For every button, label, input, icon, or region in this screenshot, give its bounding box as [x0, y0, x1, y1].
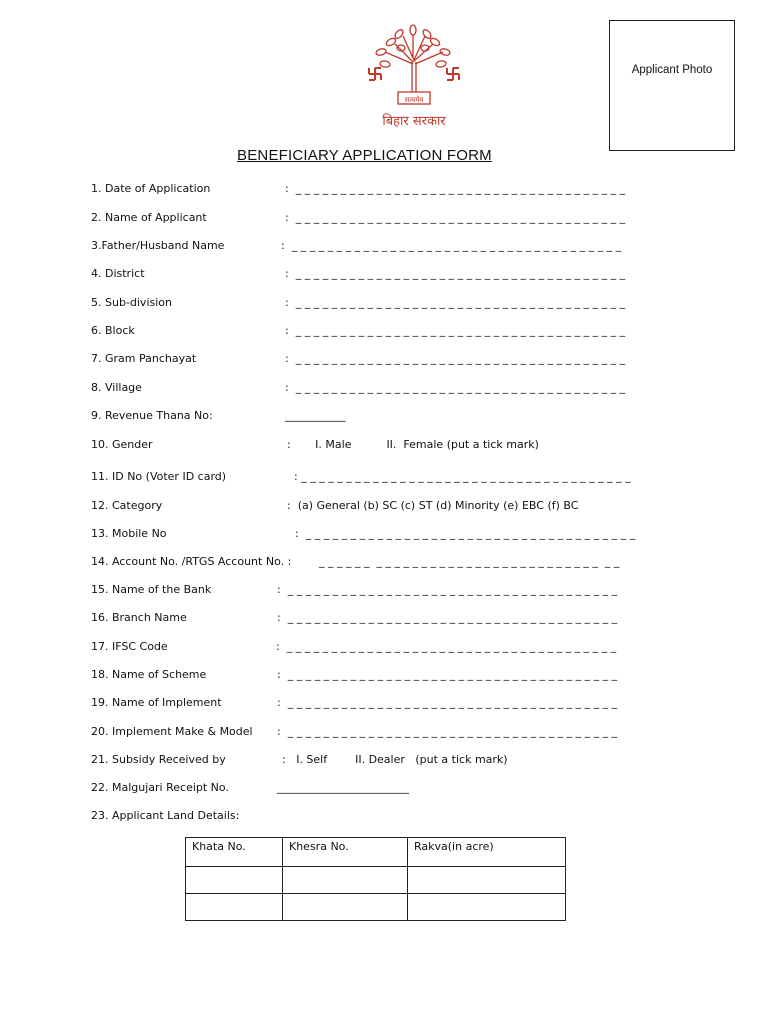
field-input-line[interactable]: : _ _ _ _ _ _ _ _ _ _ _ _ _ _ _ _ _ _ _ _ _ _ _ _ _ _ _ _ _ _ _ _ _ _ _ _ _: [277, 611, 618, 624]
field-label: 12. Category: [91, 499, 163, 512]
column-header-khata: Khata No.: [186, 838, 283, 867]
field-input-line[interactable]: _ _ _ _ _ _ _ _ _ _ _ _ _ _ _ _ _ _ _ _ _ _ _ _ _ _ _ _ _ _ _ _ _: [319, 555, 620, 568]
field-input-line[interactable]: : _ _ _ _ _ _ _ _ _ _ _ _ _ _ _ _ _ _ _ _ _ _ _ _ _ _ _ _ _ _ _ _ _ _ _ _ _: [277, 696, 618, 709]
table-cell-rakva[interactable]: [408, 894, 566, 921]
table-cell-rakva[interactable]: [408, 867, 566, 894]
form-title: BENEFICIARY APPLICATION FORM: [237, 147, 492, 164]
logo-emblem-text: सत्यमेव: [404, 96, 424, 104]
table-cell-khesra[interactable]: [283, 867, 408, 894]
field-label: 3.Father/Husband Name: [91, 239, 225, 252]
table-cell-khata[interactable]: [186, 894, 283, 921]
field-input-line[interactable]: : _ _ _ _ _ _ _ _ _ _ _ _ _ _ _ _ _ _ _ _ _ _ _ _ _ _ _ _ _ _ _ _ _ _ _ _ _: [285, 182, 626, 195]
field-label: 21. Subsidy Received by: [91, 753, 226, 766]
field-label: 23. Applicant Land Details:: [91, 809, 240, 822]
field-label: 10. Gender: [91, 438, 153, 451]
field-label: 16. Branch Name: [91, 611, 187, 624]
column-header-khesra: Khesra No.: [283, 838, 408, 867]
field-label: 13. Mobile No: [91, 527, 167, 540]
field-input-line[interactable]: : I. Self II. Dealer (put a tick mark): [282, 753, 508, 766]
field-input-line[interactable]: : _ _ _ _ _ _ _ _ _ _ _ _ _ _ _ _ _ _ _ _ _ _ _ _ _ _ _ _ _ _ _ _ _ _ _ _ _: [285, 381, 626, 394]
bihar-government-logo: [355, 22, 473, 130]
field-label: 8. Village: [91, 381, 142, 394]
column-header-rakva: Rakva(in acre): [408, 838, 566, 867]
field-label: 9. Revenue Thana No:: [91, 409, 213, 422]
field-label: 7. Gram Panchayat: [91, 352, 197, 365]
field-label: 15. Name of the Bank: [91, 583, 212, 596]
field-input-line[interactable]: : _ _ _ _ _ _ _ _ _ _ _ _ _ _ _ _ _ _ _ _ _ _ _ _ _ _ _ _ _ _ _ _ _ _ _ _ _: [277, 583, 618, 596]
field-label: 17. IFSC Code: [91, 640, 168, 653]
field-input-line[interactable]: : _ _ _ _ _ _ _ _ _ _ _ _ _ _ _ _ _ _ _ _ _ _ _ _ _ _ _ _ _ _ _ _ _ _ _ _ _: [285, 211, 626, 224]
field-label: 19. Name of Implement: [91, 696, 222, 709]
land-table-header-row: [186, 838, 566, 867]
field-label: 11. ID No (Voter ID card): [91, 470, 227, 483]
field-label: 5. Sub-division: [91, 296, 172, 309]
table-row: [186, 894, 566, 921]
field-input-line[interactable]: : I. Male II. Female (put a tick mark): [287, 438, 539, 451]
field-input-line[interactable]: : _ _ _ _ _ _ _ _ _ _ _ _ _ _ _ _ _ _ _ _ _ _ _ _ _ _ _ _ _ _ _ _ _ _ _ _ _: [281, 239, 622, 252]
field-label: 1. Date of Application: [91, 182, 211, 195]
field-label: 2. Name of Applicant: [91, 211, 207, 224]
field-input-line[interactable]: : _ _ _ _ _ _ _ _ _ _ _ _ _ _ _ _ _ _ _ _ _ _ _ _ _ _ _ _ _ _ _ _ _ _ _ _ _: [295, 527, 636, 540]
field-input-line[interactable]: : (a) General (b) SC (c) ST (d) Minority (e) EBC (f) BC: [287, 499, 579, 512]
field-input-line[interactable]: : _ _ _ _ _ _ _ _ _ _ _ _ _ _ _ _ _ _ _ _ _ _ _ _ _ _ _ _ _ _ _ _ _ _ _ _ _: [285, 296, 626, 309]
field-label: 14. Account No. /RTGS Account No. :: [91, 555, 292, 568]
field-input-line[interactable]: : _ _ _ _ _ _ _ _ _ _ _ _ _ _ _ _ _ _ _ _ _ _ _ _ _ _ _ _ _ _ _ _ _ _ _ _ _: [294, 470, 631, 483]
applicant-photo-box[interactable]: [609, 20, 735, 151]
field-input-line[interactable]: : _ _ _ _ _ _ _ _ _ _ _ _ _ _ _ _ _ _ _ _ _ _ _ _ _ _ _ _ _ _ _ _ _ _ _ _ _: [285, 267, 626, 280]
logo-caption: बिहार सरकार: [382, 114, 446, 129]
field-input-line[interactable]: : _ _ _ _ _ _ _ _ _ _ _ _ _ _ _ _ _ _ _ _ _ _ _ _ _ _ _ _ _ _ _ _ _ _ _ _ _: [276, 640, 617, 653]
bodhi-tree-emblem-icon: [355, 22, 473, 130]
field-input-line[interactable]: : _ _ _ _ _ _ _ _ _ _ _ _ _ _ _ _ _ _ _ _ _ _ _ _ _ _ _ _ _ _ _ _ _ _ _ _ _: [285, 324, 626, 337]
field-input-line[interactable]: ___________: [285, 409, 346, 422]
table-cell-khesra[interactable]: [283, 894, 408, 921]
field-label: 4. District: [91, 267, 145, 280]
field-input-line[interactable]: : _ _ _ _ _ _ _ _ _ _ _ _ _ _ _ _ _ _ _ _ _ _ _ _ _ _ _ _ _ _ _ _ _ _ _ _ _: [277, 725, 618, 738]
field-label: 22. Malgujari Receipt No.: [91, 781, 229, 794]
field-input-line[interactable]: ________________________: [277, 781, 409, 794]
applicant-photo-label: Applicant Photo: [631, 64, 713, 76]
field-input-line[interactable]: : _ _ _ _ _ _ _ _ _ _ _ _ _ _ _ _ _ _ _ _ _ _ _ _ _ _ _ _ _ _ _ _ _ _ _ _ _: [285, 352, 626, 365]
land-details-table: [185, 837, 566, 921]
table-cell-khata[interactable]: [186, 867, 283, 894]
field-label: 6. Block: [91, 324, 135, 337]
table-row: [186, 867, 566, 894]
field-input-line[interactable]: : _ _ _ _ _ _ _ _ _ _ _ _ _ _ _ _ _ _ _ _ _ _ _ _ _ _ _ _ _ _ _ _ _ _ _ _ _: [277, 668, 618, 681]
field-label: 18. Name of Scheme: [91, 668, 207, 681]
field-label: 20. Implement Make & Model: [91, 725, 253, 738]
